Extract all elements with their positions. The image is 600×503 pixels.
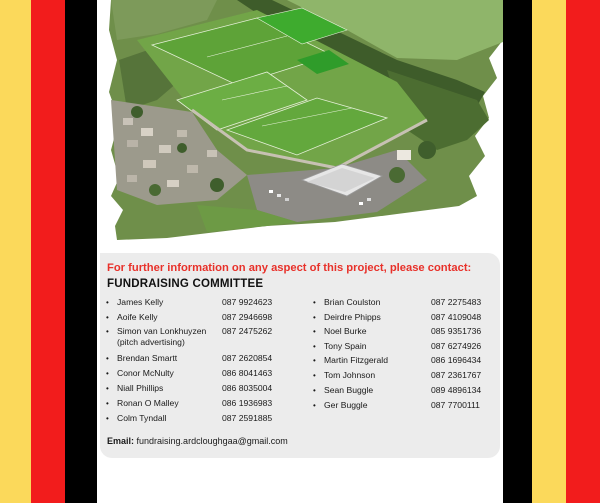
contact-row — [313, 370, 503, 385]
contact-phone: 085 9351736 — [431, 326, 482, 336]
contact-phone: 087 2620854 — [222, 353, 273, 363]
contacts-right-column — [313, 297, 503, 415]
contact-name: Ger Buggle — [324, 400, 368, 410]
bullet-icon: • — [313, 342, 316, 351]
bullet-icon: • — [313, 401, 316, 410]
contact-phone: 087 2275483 — [431, 297, 482, 307]
contacts-left-column — [106, 297, 311, 428]
left-red-stripe — [31, 0, 65, 503]
contact-heading: For further information on any aspect of this project, please contact: — [107, 262, 472, 274]
bullet-icon: • — [106, 384, 109, 393]
contact-phone: 087 2361767 — [431, 370, 482, 380]
contact-row — [313, 326, 503, 341]
committee-title: FUNDRAISING COMMITTEE — [107, 278, 264, 290]
bullet-icon: • — [313, 386, 316, 395]
contact-name: Ronan O Malley — [117, 398, 179, 408]
contact-name: Brian Coulston — [324, 297, 381, 307]
right-red-stripe — [566, 0, 600, 503]
bullet-icon: • — [106, 313, 109, 322]
contact-name: Colm Tyndall — [117, 413, 167, 423]
contact-row — [313, 312, 503, 326]
contact-phone: 087 4109048 — [431, 312, 482, 322]
right-yellow-stripe — [532, 0, 566, 503]
contact-name: Simon van Lonkhuyzen — [117, 326, 207, 336]
left-yellow-stripe — [0, 0, 31, 503]
contact-row — [313, 341, 503, 355]
bullet-icon: • — [313, 356, 316, 365]
email-line — [107, 436, 288, 446]
contact-panel — [100, 253, 500, 458]
contact-row — [106, 368, 311, 383]
contact-row — [313, 297, 503, 312]
contact-phone: 087 7700111 — [431, 400, 480, 410]
email-label: Email: — [107, 436, 135, 446]
contact-row — [313, 355, 503, 370]
bullet-icon: • — [106, 298, 109, 307]
contact-phone: 087 6274926 — [431, 341, 482, 351]
bullet-icon: • — [313, 298, 316, 307]
contact-note: (pitch advertising) — [117, 337, 185, 347]
contact-name: Conor McNulty — [117, 368, 174, 378]
contact-phone: 086 1696434 — [431, 355, 482, 365]
contact-name: James Kelly — [117, 297, 164, 307]
contact-row — [106, 383, 311, 398]
contact-row — [106, 312, 311, 326]
contact-name: Tony Spain — [324, 341, 367, 351]
contact-name: Noel Burke — [324, 326, 367, 336]
contact-name: Martin Fitzgerald — [324, 355, 388, 365]
contact-row — [106, 398, 311, 413]
bullet-icon: • — [106, 399, 109, 408]
right-black-stripe — [503, 0, 532, 503]
contact-row — [106, 353, 311, 368]
contact-name: Niall Phillips — [117, 383, 164, 393]
contact-row — [106, 326, 311, 353]
contact-row — [313, 385, 503, 400]
contact-phone: 087 2946698 — [222, 312, 273, 322]
bullet-icon: • — [106, 354, 109, 363]
contact-phone: 087 2475262 — [222, 326, 273, 336]
contact-phone: 089 4896134 — [431, 385, 482, 395]
bullet-icon: • — [106, 327, 109, 336]
contact-name: Tom Johnson — [324, 370, 376, 380]
left-black-stripe — [65, 0, 97, 503]
bullet-icon: • — [313, 313, 316, 322]
contact-row — [106, 297, 311, 312]
contact-row — [313, 400, 503, 415]
email-link[interactable]: fundraising.ardcloughgaa@gmail.com — [136, 436, 288, 446]
contact-phone: 087 9924623 — [222, 297, 273, 307]
bullet-icon: • — [313, 327, 316, 336]
contact-phone: 086 8041463 — [222, 368, 273, 378]
contact-name: Deirdre Phipps — [324, 312, 381, 322]
bullet-icon: • — [106, 414, 109, 423]
contact-name: Aoife Kelly — [117, 312, 158, 322]
contact-row — [106, 413, 311, 428]
contact-phone: 086 8035004 — [222, 383, 273, 393]
bullet-icon: • — [313, 371, 316, 380]
contact-name: Sean Buggle — [324, 385, 374, 395]
bullet-icon: • — [106, 369, 109, 378]
aerial-photo-of-pitches — [97, 0, 503, 250]
flyer-page — [97, 0, 503, 503]
contact-phone: 087 2591885 — [222, 413, 273, 423]
contact-name: Brendan Smartt — [117, 353, 178, 363]
contact-phone: 086 1936983 — [222, 398, 273, 408]
